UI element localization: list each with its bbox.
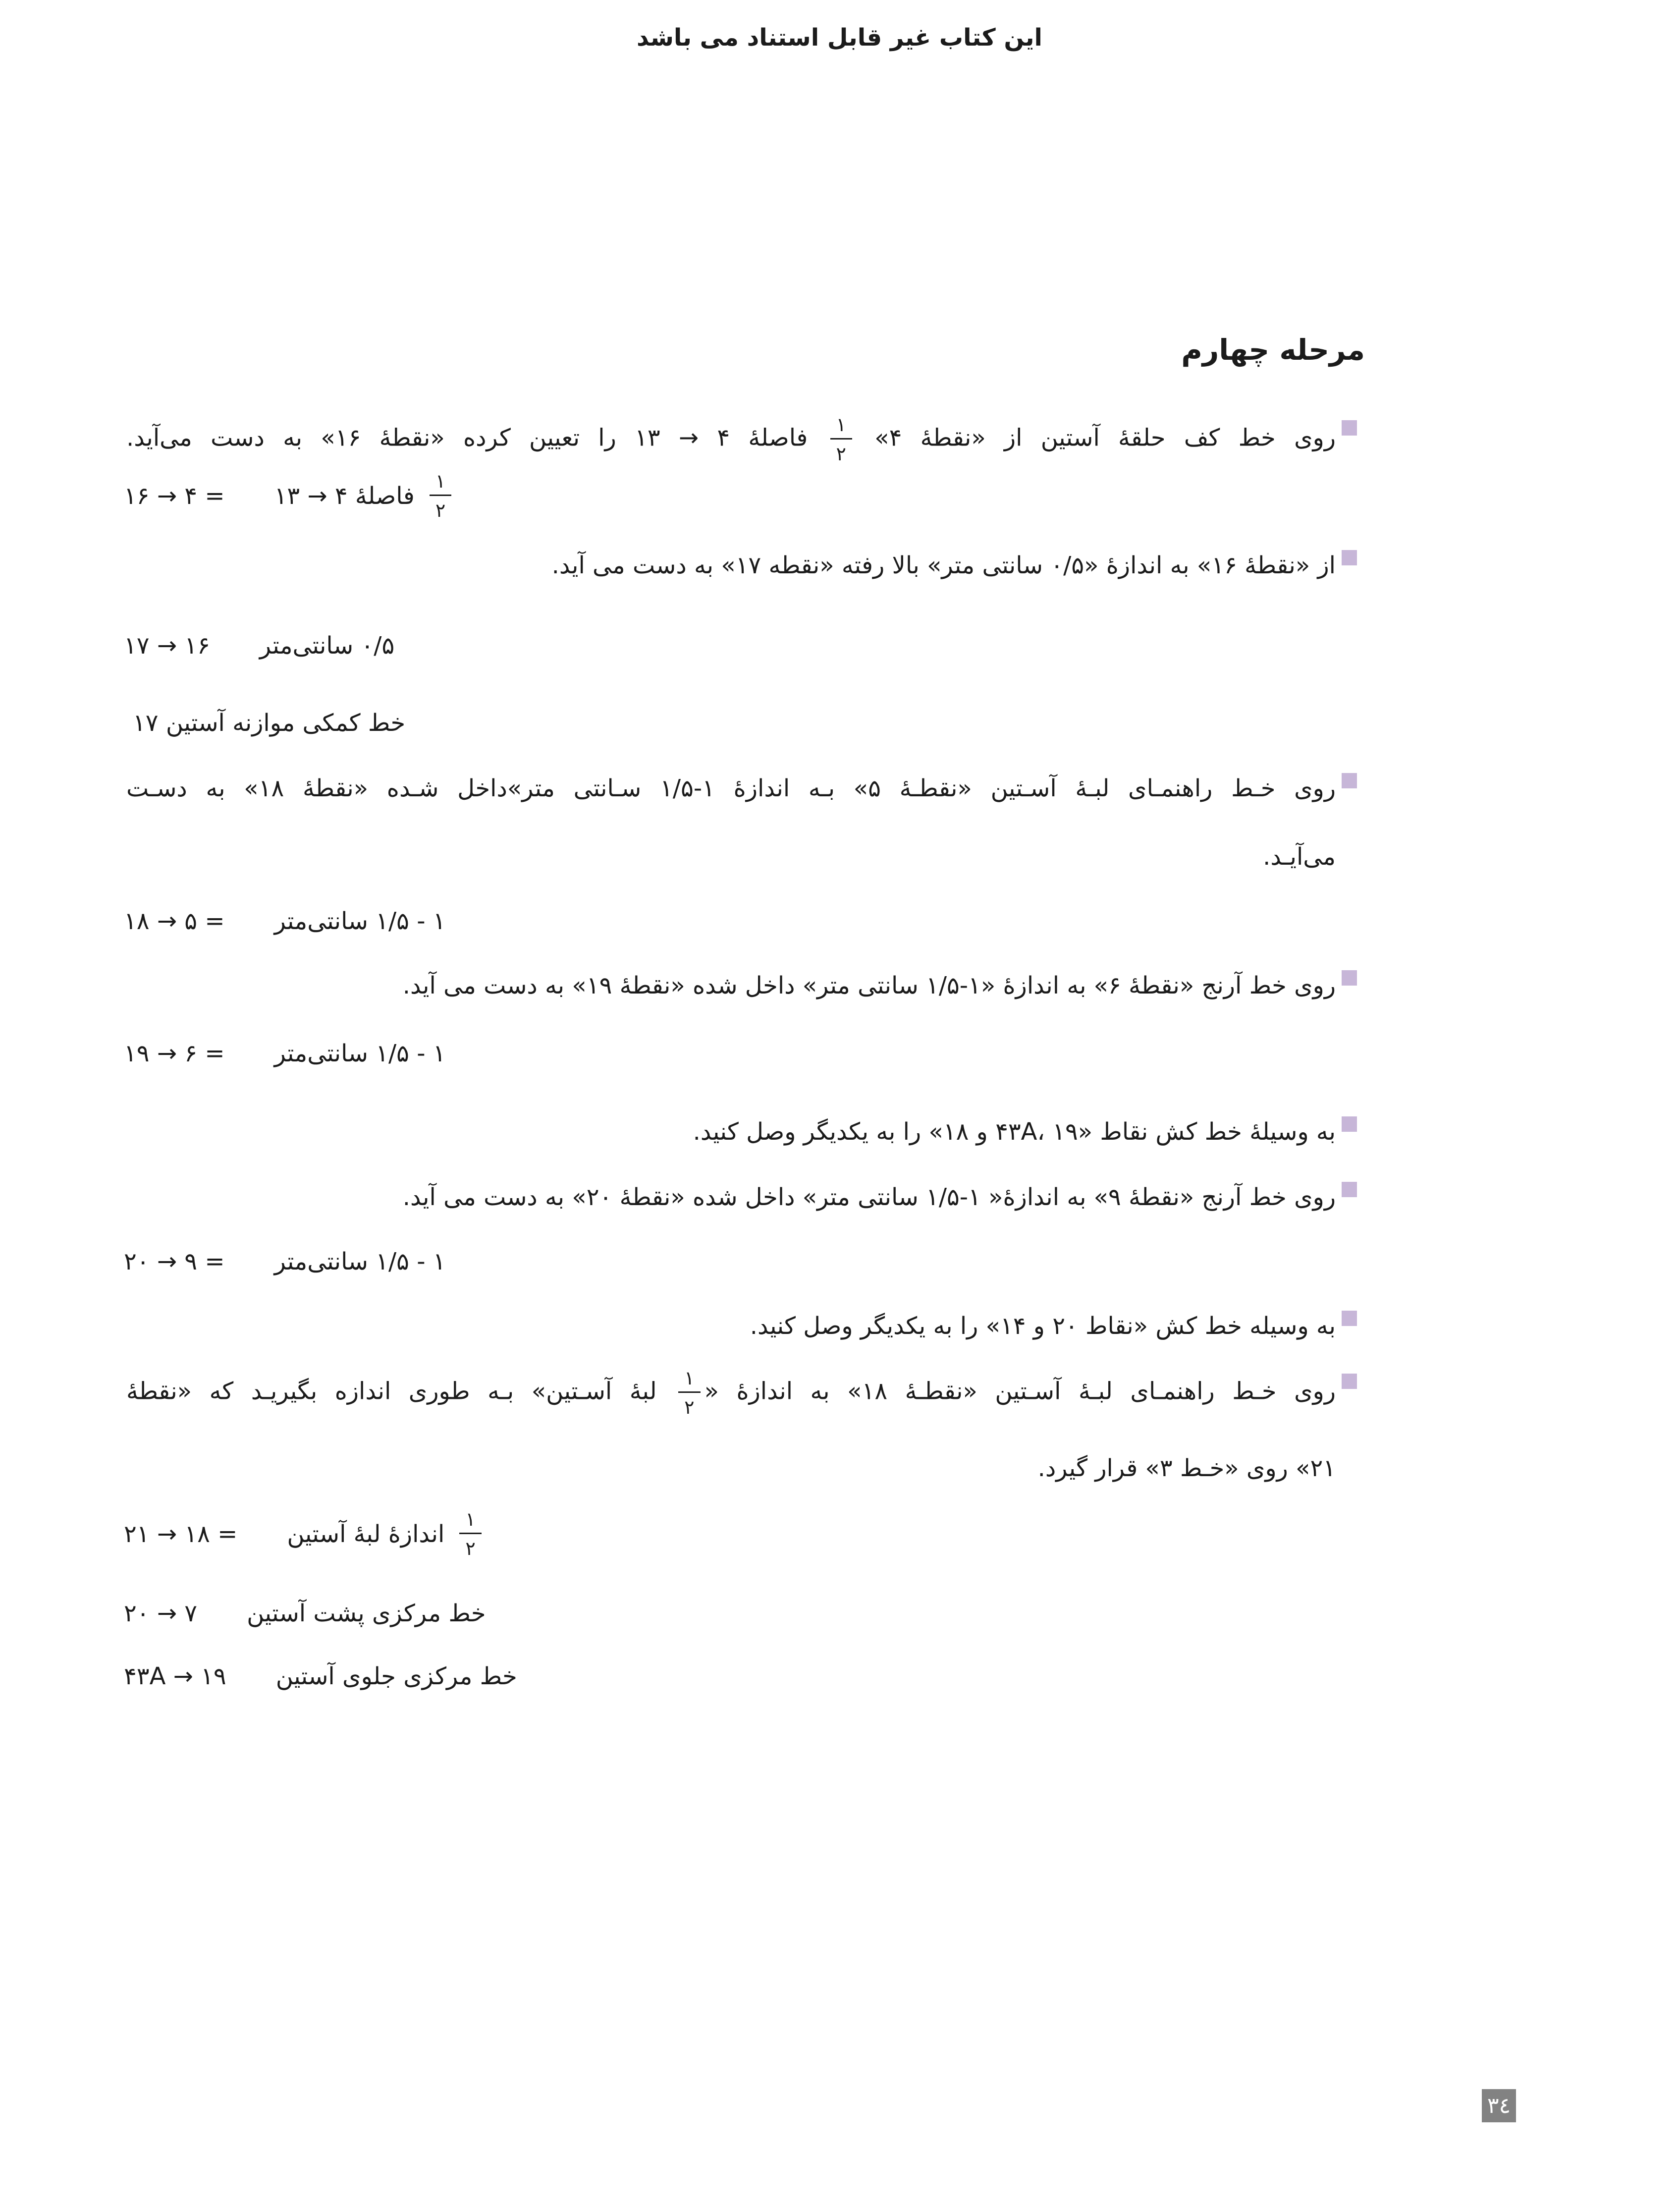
formula-expression-text: فاصلهٔ ۴ → ۱۳ xyxy=(274,482,415,510)
bullet-marker xyxy=(1342,773,1357,788)
bullet-text: فاصلهٔ ۴ → ۱۳ را تعیین کرده «نقطهٔ ۱۶» به دست می‌آید. xyxy=(126,424,826,452)
fraction-denominator: ۲ xyxy=(435,499,446,521)
bullet-item-7: به وسیله خط کش «نقاط ۲۰ و ۱۴» را به یکدیگر وصل کنید. xyxy=(750,1312,1336,1340)
formula-expression-text: ۰/۵ سانتی‌متر xyxy=(259,632,395,660)
fraction-numerator: ۱ xyxy=(430,472,451,496)
bullet-marker xyxy=(1342,550,1357,565)
fraction-one-half xyxy=(830,415,852,463)
formula-result: = ۴ → ۱۶ xyxy=(124,482,225,510)
bullet-item-3-line2: می‌آیـد. xyxy=(1263,843,1336,871)
formula-result: = ۱۸ → ۲۱ xyxy=(124,1520,238,1548)
fraction-denominator: ۲ xyxy=(836,443,846,465)
fraction-numerator: ۱ xyxy=(830,415,852,440)
bullet-text: لبهٔ آسـتین» بـه طوری اندازه بگیریـد که «نقطهٔ xyxy=(126,1377,675,1405)
fraction-denominator: ۲ xyxy=(465,1538,476,1559)
formula-result: = ۹ → ۲۰ xyxy=(124,1248,225,1275)
formula-expression xyxy=(274,472,456,520)
header-notice: این کتاب غیر قابل استناد می باشد xyxy=(636,24,1043,52)
formula-expression-text: ۱ - ۱/۵ سانتی‌متر xyxy=(274,907,446,935)
formula-result: ۱۶ → ۱۷ xyxy=(124,632,210,660)
formula-expression-text: خط مرکزی پشت آستین xyxy=(247,1600,486,1627)
bullet-text: روی خط کف حلقهٔ آستین از «نقطهٔ ۴» xyxy=(856,424,1336,452)
fraction-one-half xyxy=(678,1369,700,1417)
bullet-marker xyxy=(1342,970,1357,986)
formula-3 xyxy=(124,901,446,941)
bullet-item-3-line1: روی خـط راهنمـای لبـهٔ آسـتین «نقطـهٔ ۵» بـه اندازهٔ ۱-۱/۵ سـانتی متر»داخل شـده «نقطهٔ ۱۸» به دسـت xyxy=(126,774,1336,802)
formula-2 xyxy=(124,625,394,666)
formula-expression-text: خط مرکزی جلوی آستین xyxy=(275,1662,517,1690)
bullet-marker xyxy=(1342,1116,1357,1132)
formula-result: = ۵ → ۱۸ xyxy=(124,907,225,935)
bullet-marker xyxy=(1342,420,1357,436)
page-number-badge xyxy=(1482,2089,1516,2122)
page-number: ٣٤ xyxy=(1487,2093,1511,2118)
fraction-numerator: ۱ xyxy=(459,1510,481,1534)
formula-expression-text: ۱ - ۱/۵ سانتی‌متر xyxy=(274,1040,446,1067)
fraction-numerator: ۱ xyxy=(678,1369,700,1393)
section-heading: مرحله چهارم xyxy=(1181,333,1365,367)
bullet-item-6: روی خط آرنج «نقطهٔ ۹» به اندازهٔ« ۱-۱/۵ سانتی متر» داخل شده «نقطهٔ ۲۰» به دست می آید. xyxy=(402,1183,1336,1211)
helper-label: خط کمکی موازنه آستین ۱۷ xyxy=(133,709,406,737)
formula-7 xyxy=(124,1593,486,1634)
formula-result: = ۶ → ۱۹ xyxy=(124,1040,225,1067)
bullet-text: روی خـط راهنمـای لبـهٔ آسـتین «نقطـهٔ ۱۸» به اندازهٔ « xyxy=(704,1377,1336,1405)
formula-5 xyxy=(124,1241,446,1282)
bullet-item-2: از «نقطهٔ ۱۶» به اندازهٔ «۰/۵ سانتی متر» بالا رفته «نقطه ۱۷» به دست می آید. xyxy=(551,552,1336,579)
bullet-marker xyxy=(1342,1311,1357,1326)
bullet-item-5: به وسیلهٔ خط کش نقاط «۴۳A، ۱۹ و ۱۸» را به یکدیگر وصل کنید. xyxy=(693,1118,1336,1146)
bullet-marker xyxy=(1342,1374,1357,1389)
bullet-item-1 xyxy=(126,415,1336,463)
bullet-item-4: روی خط آرنج «نقطهٔ ۶» به اندازهٔ «۱-۱/۵ سانتی متر» داخل شده «نقطهٔ ۱۹» به دست می آید. xyxy=(402,972,1336,999)
fraction-one-half xyxy=(459,1510,481,1558)
fraction-one-half xyxy=(430,472,451,520)
bullet-item-8-line1 xyxy=(126,1369,1336,1417)
formula-4 xyxy=(124,1033,446,1074)
formula-expression xyxy=(287,1510,485,1558)
formula-6 xyxy=(124,1510,486,1558)
formula-8 xyxy=(124,1656,517,1697)
bullet-item-8-line2: ۲۱» روی «خـط ۳» قرار گیرد. xyxy=(1037,1454,1336,1482)
formula-expression-text: ۱ - ۱/۵ سانتی‌متر xyxy=(274,1248,446,1275)
fraction-denominator: ۲ xyxy=(684,1396,695,1418)
bullet-marker xyxy=(1342,1182,1357,1197)
formula-1 xyxy=(124,472,455,520)
formula-expression-text: اندازهٔ لبهٔ آستین xyxy=(287,1520,445,1548)
formula-result: ۷ → ۲۰ xyxy=(124,1600,198,1627)
formula-result: ۱۹ → ۴۳A xyxy=(124,1662,226,1690)
